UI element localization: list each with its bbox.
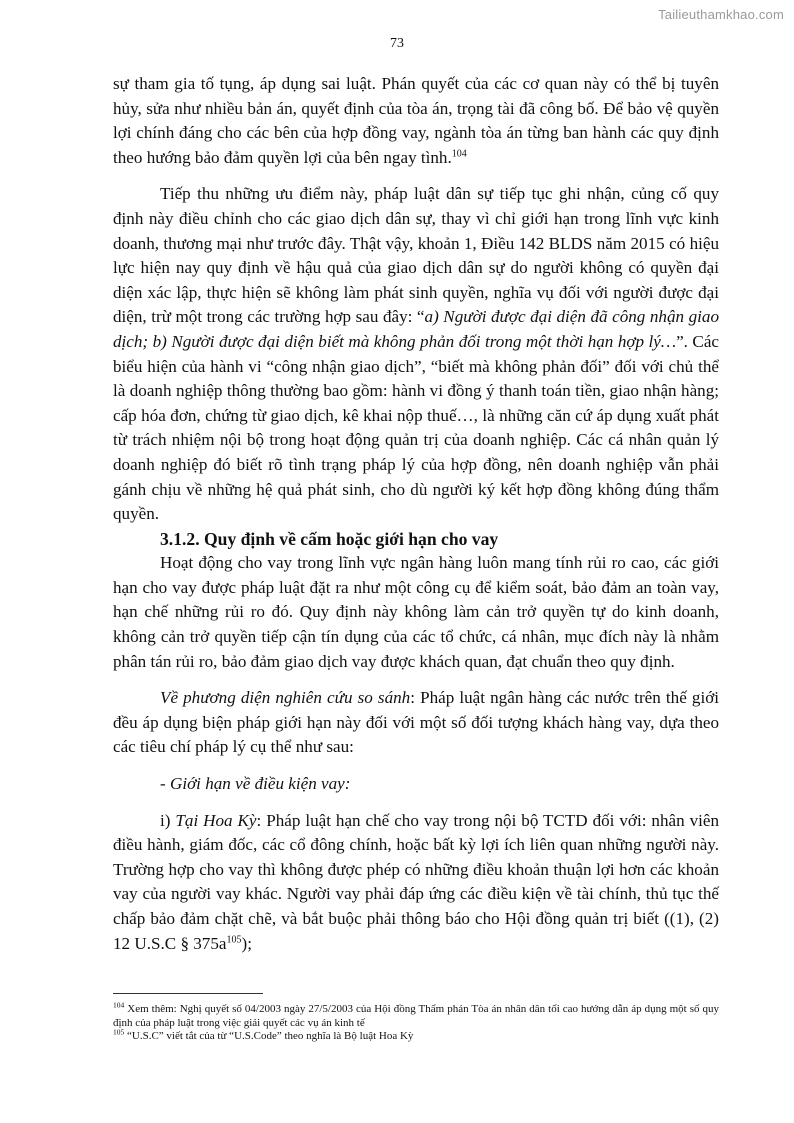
section-heading: 3.1.2. Quy định về cấm hoặc giới hạn cho vay [160, 528, 499, 549]
paragraph-text: sự tham gia tố tụng, áp dụng sai luật. Phán quyết của các cơ quan này có thể bị tuyên hủy, sửa như nhiều bản án, quyết định của tòa án, trọng tài đã công bố. Để bảo vệ quyền lợi chính đáng cho các bên của hợp đồng vay, ngành tòa án từng ban hành các quy định theo hướng bảo đảm quyền lợi của bên ngay tình. [113, 74, 719, 167]
footnote-number: 104 [113, 1000, 125, 1010]
list-marker: i) [160, 810, 176, 830]
paragraph [113, 72, 719, 170]
paragraph-text: : Pháp luật hạn chế cho vay trong nội bộ TCTD đối với: nhân viên điều hành, giám đốc, các cổ đông chính, hoặc bất kỳ lợi ích liên quan những người này. Trường hợp cho vay thì không được phép có những điều khoản thuận lợi hơn các khoản vay của người vay khác. Người vay phải đáp ứng các điều kiện về tài chính, thủ tục thế chấp bảo đảm chặt chẽ, và bắt buộc phải thông báo cho Hội đồng quản trị biết ((1), (2) 12 U.S.C § 375a [113, 810, 719, 953]
footnote-ref[interactable]: 104 [451, 148, 467, 160]
paragraph-text: Tiếp thu những ưu điểm này, pháp luật dân sự tiếp tục ghi nhận, củng cố quy định này điều chỉnh cho các giao dịch dân sự, thay vì chỉ giới hạn trong lĩnh vực kinh doanh, thương mại như trước đây. Thật vậy, khoản 1, Điều 142 BLDS năm 2015 có hiệu lực hiện nay quy định về hậu quả của giao dịch dân sự do người không có quyền đại diện xác lập, thực hiện sẽ không làm phát sinh quyền, nghĩa vụ đối với người được đại diện, trừ một trong các trường hợp sau đây: “ [113, 184, 719, 327]
paragraph-text-end: ); [241, 933, 252, 953]
subheading-text: Giới hạn về điều kiện vay: [169, 774, 351, 794]
footnote-text: “U.S.C” viết tắt của từ “U.S.Code” theo nghĩa là Bộ luật Hoa Kỳ [124, 1030, 414, 1043]
list-dash: - [160, 774, 170, 794]
footnote-divider [113, 993, 263, 994]
page-number: 73 [390, 36, 404, 51]
watermark: Tailieuthamkhao.com [658, 7, 784, 22]
emphasis-lead: Về phương diện nghiên cứu so sánh [160, 688, 411, 708]
legal-quote: a) Người được đại diện đã công nhận giao dịch; b) Người được đại diện biết mà không phản đối trong một thời hạn hợp lý… [113, 307, 719, 351]
paragraph-text: ”. Các biểu hiện của hành vi “công nhận giao dịch”, “biết mà không phản đối” đối với chủ thể là doanh nghiệp thông thường bao gồm: hành vi đồng ý thanh toán tiền, giao nhận hàng; cấp hóa đơn, chứng từ giao dịch, kê khai nộp thuế…, là những căn cứ áp dụng xuất phát từ trách nhiệm nội bộ trong hoạt động quản trị của doanh nghiệp. Các cá nhân quản lý doanh nghiệp đó biết rõ tình trạng pháp lý của hợp đồng, nên doanh nghiệp vẫn phải gánh chịu về những hệ quả phát sinh, cho dù người ký kết hợp đồng không đúng thẩm quyền. [113, 331, 719, 524]
country-label: Tại Hoa Kỳ [175, 810, 257, 830]
paragraph-text: : Pháp luật ngân hàng các nước trên thế giới đều áp dụng biện pháp giới hạn này đối với một số đối tượng khách hàng vay, dựa theo các tiêu chí pháp lý cụ thể như sau: [113, 688, 719, 757]
paragraph [113, 809, 719, 957]
footnotes [113, 1000, 719, 1044]
paragraph: Hoạt động cho vay trong lĩnh vực ngân hàng luôn mang tính rủi ro cao, các giới hạn cho vay được pháp luật đặt ra như một công cụ để kiểm soát, bảo đảm an toàn vay, hạn chế những rủi ro đó. Quy định này không làm cản trở quyền tự do kinh doanh, không cản trở quyền tiếp cận tín dụng của các tổ chức, cá nhân, mục đích này là nhằm phân tán rủi ro, bảo đảm giao dịch vay được khách quan, đạt chuẩn theo quy định. [113, 553, 719, 671]
footnote [113, 1027, 719, 1044]
footnote-ref[interactable]: 105 [226, 933, 242, 945]
footnote-number: 105 [113, 1027, 125, 1037]
paragraph [113, 182, 719, 526]
footnote [113, 1000, 719, 1030]
paragraph [113, 686, 719, 760]
footnote-text: Xem thêm: Nghị quyết số 04/2003 ngày 27/5/2003 của Hội đồng Thẩm phán Tòa án nhân dân tối cao hướng dẫn áp dụng một số quy định của pháp luật trong việc giải quyết các vụ án kinh tế [113, 1003, 719, 1029]
subheading [113, 772, 719, 797]
main-text [113, 72, 719, 956]
